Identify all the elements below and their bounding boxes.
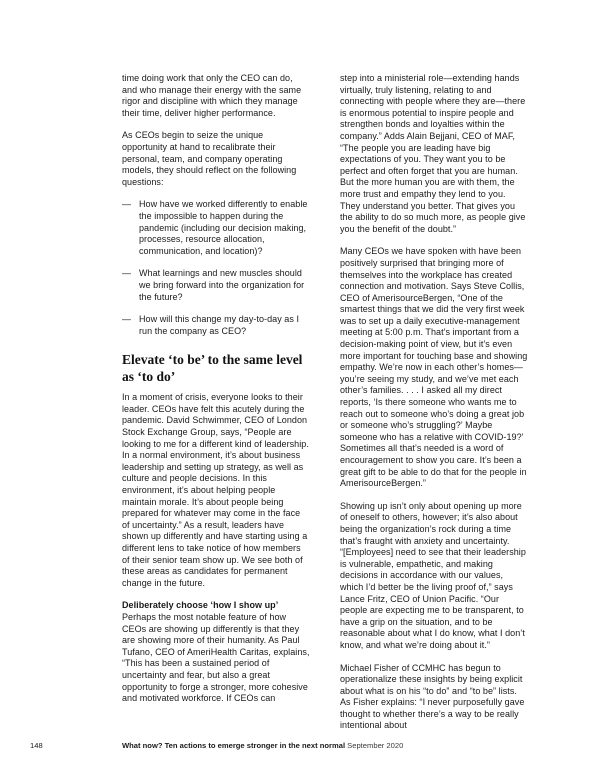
list-item [122,268,310,303]
dash-bullet-icon: — [122,199,132,210]
section-heading: Elevate ‘to be’ to the same level as ‘to do’ [122,352,303,384]
list-item [122,314,310,337]
paragraph: Michael Fisher of CCMHC has begun to operationalize these insights by being explicit about what is on his “to do” and “to be” lists. As Fisher explains: “I never purposefully gave thought to whether there’s a way to be really intentional about [340,662,525,731]
paragraph: Perhaps the most notable feature of how CEOs are showing up differently is that they are showing more of their humanity. As Paul Tufano, CEO of AmeriHealth Caritas, explains, “This has been a sustained period of uncertainty and fear, but also a great opportunity to forge a stronger, more cohesive and motivated workforce. If CEOs can [122,611,310,704]
dash-bullet-icon: — [122,268,132,279]
text-columns [122,73,528,743]
dash-bullet-icon: — [122,314,132,325]
footer-date: September 2020 [345,741,404,750]
paragraph: Many CEOs we have spoken with have been positively surprised that bringing more of themselves into the workplace has created connection and motivation. Says Steve Collis, CEO of AmerisourceBergen, “One of the smartest things that we did the very first week was to set up a daily executive-management meeting at 5:00 p.m. That’s important from a decision-making point of view, but it’s even more important for touching base and showing empathy. We’re now in each other’s homes—you’re seeing my study, and we’ve met each other’s families. . . . I asked all my direct reports, ‘Is there someone who wants me to reach out to someone who’s doing a great job or someone who’s struggling?’ Maybe someone who has a relative with COVID-19?’ Sometimes all that’s needed is a word of encouragement to show you care. It’s been a great gift to be able to do that for the people in AmerisourceBergen.” [340,246,528,489]
paragraph: Showing up isn’t only about opening up more of oneself to others, however; it’s also about being the organization’s rock during a time that’s fraught with anxiety and uncertainty. “[Employees] need to see that their leadership is vulnerable, empathetic, and making decisions in accordance with our values, which I’d better be the living proof of,” says Lance Fritz, CEO of Union Pacific. “Our people are expecting me to be transparent, to have a grip on the situation, and to be reasonable about what I do know, what I don’t know, and what we’re doing about it.” [340,500,526,650]
paragraph: step into a ministerial role—extending hands virtually, truly listening, relating to and connecting with people where they are—there is enormous potential to inspire people and strengthen bonds and loyalties within the company.” Adds Alain Bejjani, CEO of MAF, “The people you are leading have big expectations of you. They want you to be perfect and often forget that you are human. But the more human you are with them, the more trust and empathy they lend to you. They understand you better. That gives you the ability to do so much more, as people give you the benefit of the doubt.” [340,73,526,234]
right-column [340,73,528,743]
paragraph: time doing work that only the CEO can do, and who manage their energy with the same rigor and discipline with which they manage their time, deliver higher performance. [122,73,302,118]
paragraph: In a moment of crisis, everyone looks to their leader. CEOs have felt this acutely during the pandemic. David Schwimmer, CEO of London Stock Exchange Group, says, “People are looking to me for a different kind of leadership. In a normal environment, it’s about business leadership and setting up strategy, as well as culture and people decisions. In this environment, it’s about helping people maintain morale. It’s about people being prepared for whatever may come in the face of uncertainty.” As a result, leaders have shown up differently and have starting using a different lens to take notice of how members of their senior team show up. We see both of these areas as candidates for permanent change in the future. [122,392,309,588]
question-list [122,199,310,337]
page-number: 148 [30,741,43,750]
list-item-text: What learnings and new muscles should we bring forward into the organization for the future? [139,268,305,302]
running-footer [122,741,403,750]
list-item-text: How have we worked differently to enable the impossible to happen during the pandemic (including our decision making, processes, resource allocation, communication, and location)? [139,199,308,256]
left-column [122,73,310,743]
list-item [122,199,310,257]
list-item-text: How will this change my day-to-day as I run the company as CEO? [139,314,300,336]
paragraph: As CEOs begin to seize the unique opportunity at hand to recalibrate their personal, team, and company operating models, they should reflect on the following questions: [122,130,297,187]
footer-document-title: What now? Ten actions to emerge stronger in the next normal [122,741,346,750]
sub-heading: Deliberately choose ‘how I show up’ [122,600,279,611]
